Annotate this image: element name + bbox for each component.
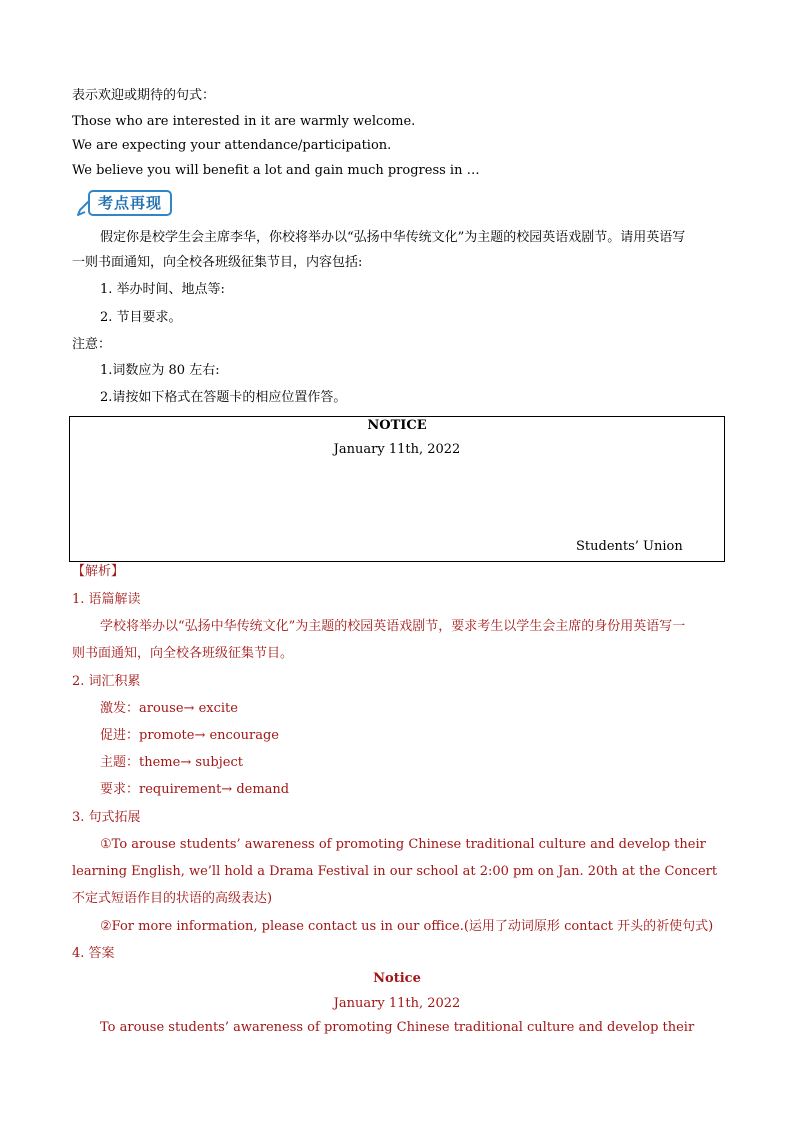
badge-box xyxy=(88,190,172,216)
notice-signature: Students’ Union xyxy=(576,539,683,554)
sec3-sentence-1-line-2: learning English, we’ll hold a Drama Festival in our school at 2:00 pm on Jan. 20th at the Concert xyxy=(72,864,718,879)
badge-label: 考点再现 xyxy=(97,194,162,212)
vocab-cn: 促进： xyxy=(100,728,140,743)
vocab-en: promote→ encourage xyxy=(139,728,280,743)
answer-body-line-1: To arouse students’ awareness of promoting Chinese traditional culture and develop their xyxy=(100,1020,695,1035)
vocab-item-3 xyxy=(100,754,243,772)
vocab-en: requirement→ demand xyxy=(139,782,290,797)
vocab-cn: 主题： xyxy=(100,755,140,770)
intro-line-3: We believe you will benefit a lot and gain much progress in … xyxy=(72,163,480,178)
task-item-2: 2. 节目要求。 xyxy=(100,310,182,325)
answer-notice-title: Notice xyxy=(373,971,421,986)
vocab-en: arouse→ excite xyxy=(139,701,238,716)
sec1-line-1: 学校将举办以“弘扬中华传统文化”为主题的校园英语戏剧节，要求考生以学生会主席的身份用英语写一 xyxy=(100,619,686,634)
sec1-title: 1. 语篇解读 xyxy=(72,592,141,607)
intro-line-1: Those who are interested in it are warmly welcome. xyxy=(72,114,416,129)
note-label: 注意： xyxy=(72,337,112,352)
sec1-line-2: 则书面通知，向全校各班级征集节目。 xyxy=(72,646,294,661)
task-line-2: 一则书面通知，向全校各班级征集节目，内容包括: xyxy=(72,255,363,270)
sec3-title: 3. 句式拓展 xyxy=(72,810,141,825)
sec2-title: 2. 词汇积累 xyxy=(72,674,141,689)
sec3-sentence-1-line-1: ①To arouse students’ awareness of promoting Chinese traditional culture and develop their xyxy=(100,837,706,852)
note-2: 2.请按如下格式在答题卡的相应位置作答。 xyxy=(100,390,347,405)
task-item-1: 1. 举办时间、地点等: xyxy=(100,282,225,297)
section-badge xyxy=(76,188,172,218)
sec4-title: 4. 答案 xyxy=(72,946,115,961)
task-line-1: 假定你是校学生会主席李华，你校将举办以“弘扬中华传统文化”为主题的校园英语戏剧节。请用英语写 xyxy=(100,230,686,245)
vocab-en: theme→ subject xyxy=(139,755,243,770)
notice-date: January 11th, 2022 xyxy=(333,442,461,457)
intro-line-2: We are expecting your attendance/participation. xyxy=(72,138,392,153)
notice-title: NOTICE xyxy=(367,418,427,433)
vocab-item-4 xyxy=(100,781,289,799)
intro-heading: 表示欢迎或期待的句式： xyxy=(72,88,216,103)
vocab-item-1 xyxy=(100,700,238,718)
notice-format-box xyxy=(69,416,725,562)
vocab-cn: 激发： xyxy=(100,701,140,716)
vocab-cn: 要求： xyxy=(100,782,140,797)
vocab-item-2 xyxy=(100,727,279,745)
sec3-sentence-2: ②For more information, please contact us in our office.(运用了动词原形 contact 开头的祈使句式) xyxy=(100,919,714,934)
note-1: 1.词数应为 80 左右: xyxy=(100,363,220,378)
sec3-sentence-1-line-3: 不定式短语作目的状语的高级表达) xyxy=(72,891,273,906)
analysis-label: 【解析】 xyxy=(72,564,125,579)
answer-notice-date: January 11th, 2022 xyxy=(333,996,461,1011)
